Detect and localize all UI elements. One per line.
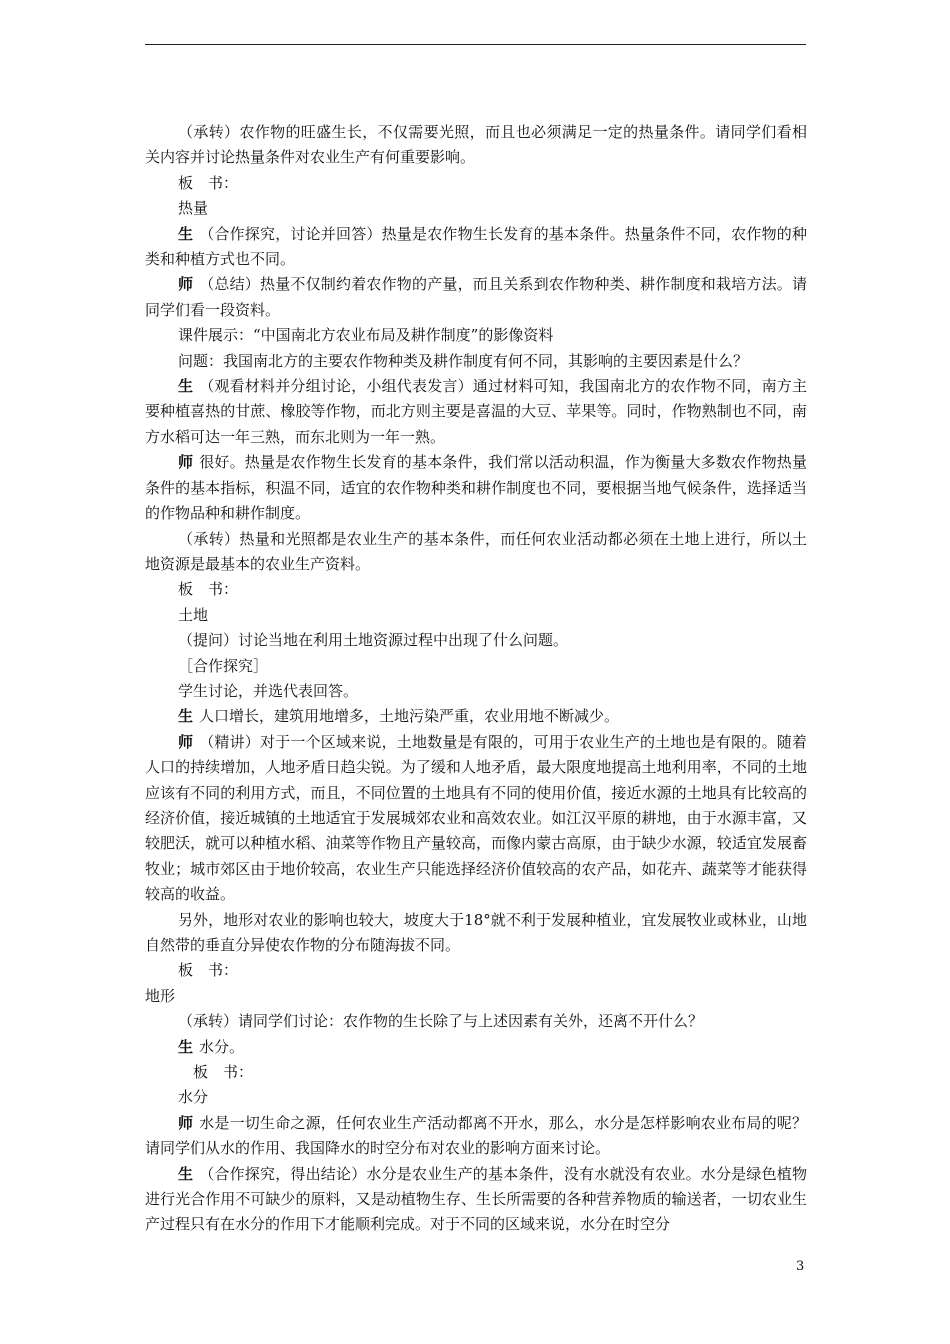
- paragraph: 师 （总结）热量不仅制约着农作物的产量，而且关系到农作物种类、耕作制度和栽培方法。请同学们看一段资料。: [145, 275, 807, 319]
- paragraph: 师 （精讲）对于一个区域来说，土地数量是有限的，可用于农业生产的土地也是有限的。随着人口的持续增加，人地矛盾日趋尖锐。为了缓和人地矛盾，最大限度地提高土地利用率，不同的土地应该有不同的利用方式，而且，不同位置的土地具有不同的使用价值，接近水源的土地具有比较高的经济价值，接近城镇的土地适宜于发展城郊农业和高效农业。如江汉平原的耕地，由于水源丰富，又较肥沃，就可以种植水稻、油菜等作物且产量较高，而像内蒙古高原，由于缺少水源，较适宜发展畜牧业；城市郊区由于地价较高，农业生产只能选择经济价值较高的农产品，如花卉、蔬菜等才能获得较高的收益。: [145, 732, 807, 904]
- paragraph: 生 （合作探究，讨论并回答）热量是农作物生长发育的基本条件。热量条件不同，农作物的种类和种植方式也不同。: [145, 224, 807, 269]
- paragraph: （承转）农作物的旺盛生长，不仅需要光照，而且也必须满足一定的热量条件。请同学们看相关内容并讨论热量条件对农业生产有何重要影响。: [145, 123, 807, 167]
- paragraph: 问题：我国南北方的主要农作物种类及耕作制度有何不同，其影响的主要因素是什么？: [178, 351, 749, 370]
- paragraph: 学生讨论，并选代表回答。: [178, 681, 359, 700]
- paragraph: 生 （观看材料并分组讨论，小组代表发言）通过材料可知，我国南北方的农作物不同，南方主要种植喜热的甘蔗、橡胶等作物，而北方则主要是喜温的大豆、苹果等。同时，作物熟制也不同，南方水稻可达一年三熟，而东北则为一年一熟。: [145, 377, 807, 446]
- paragraph: 生 （合作探究，得出结论）水分是农业生产的基本条件，没有水就没有农业。水分是绿色植物进行光合作用不可缺少的原料，又是动植物生存、生长所需要的各种营养物质的输送者，一切农业生产过程只有在水分的作用下才能顺利完成。对于不同的区域来说，水分在时空分: [145, 1164, 807, 1234]
- paragraph: （提问）讨论当地在利用土地资源过程中出现了什么问题。: [178, 631, 569, 650]
- page-number: 3: [796, 1259, 805, 1274]
- paragraph: 生 人口增长，建筑用地增多，土地污染严重，农业用地不断减少。: [178, 707, 620, 726]
- board-heading: 地形: [145, 986, 176, 1005]
- paragraph: ［合作探究］: [178, 656, 269, 675]
- header-rule: [145, 44, 806, 45]
- paragraph: 课件展示：“中国南北方农业布局及耕作制度”的影像资料: [178, 326, 554, 345]
- paragraph: 师 水是一切生命之源，任何农业生产活动都离不开水，那么，水分是怎样影响农业布局的呢？请同学们从水的作用、我国降水的时空分布对农业的影响方面来讨论。: [145, 1113, 807, 1158]
- page-body: [145, 120, 807, 1238]
- board-heading: 热量: [178, 199, 209, 218]
- board-note: 板 书：: [178, 173, 239, 192]
- board-note: 板 书：: [178, 961, 239, 980]
- board-heading: 水分: [178, 1088, 209, 1107]
- board-note: 板 书：: [193, 1063, 254, 1082]
- paragraph: 生 水分。: [178, 1037, 245, 1056]
- paragraph: 另外，地形对农业的影响也较大，坡度大于18°就不利于发展种植业，宜发展牧业或林业，山地自然带的垂直分异使农作物的分布随海拔不同。: [145, 910, 807, 954]
- paragraph: （承转）请同学们讨论：农作物的生长除了与上述因素有关外，还离不开什么？: [178, 1012, 704, 1031]
- paragraph: 师 很好。热量是农作物生长发育的基本条件，我们常以活动积温，作为衡量大多数农作物热量条件的基本指标，积温不同，适宜的农作物种类和耕作制度也不同，要根据当地气候条件，选择适当的作物品种和耕作制度。: [145, 453, 807, 523]
- board-heading: 土地: [178, 605, 209, 624]
- board-note: 板 书：: [178, 580, 239, 599]
- paragraph: （承转）热量和光照都是农业生产的基本条件，而任何农业活动都必须在土地上进行，所以土地资源是最基本的农业生产资料。: [145, 529, 807, 573]
